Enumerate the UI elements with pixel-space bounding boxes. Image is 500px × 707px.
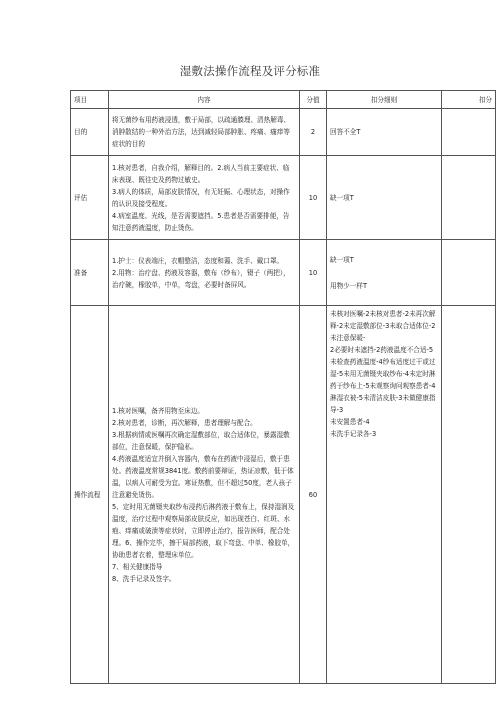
row-item-label: 评估 [71, 156, 109, 240]
content-line: 将无菌纱布用药液浸透，敷于局部，以疏通腠理、清热解毒、消肿散结的一种外治方法，达到减轻局部肿胀、疼痛、瘙痒等症状的目的 [112, 116, 291, 148]
rule-line: 用物少一样T [330, 281, 367, 290]
content-line: 4.病室温度、光线，是否需要遮挡。5.患者是否需要排便，告知注意药液温度，防止烫伤。 [112, 211, 290, 232]
document-title: 湿敷法操作流程及评分标准 [179, 64, 321, 78]
row-content [109, 306, 300, 684]
row-deduct-cell [442, 306, 496, 684]
row-rules [327, 240, 442, 306]
row-rules [327, 156, 442, 240]
table-row [71, 156, 496, 240]
row-score: 60 [300, 306, 327, 684]
table-row [71, 306, 496, 684]
rule-line: 未核对医嘱-2未核对患者-2未再次解释-2未定湿敷部位-3未取合适体位-2未注意保暖- [330, 310, 436, 342]
content-line: 8、洗手记录及签字。 [112, 574, 176, 583]
rule-line: 未安置患者-4 [330, 418, 370, 426]
rule-line: 缺一项T [330, 255, 354, 264]
row-deduct-cell [442, 240, 496, 306]
row-score: 10 [300, 240, 327, 306]
row-rules [327, 109, 442, 156]
header-deduct: 扣分 [442, 91, 496, 109]
row-content [109, 109, 300, 156]
header-content: 内容 [109, 91, 300, 109]
row-content [109, 240, 300, 306]
row-item-label: 目的 [71, 109, 109, 156]
row-item-label: 准备 [71, 240, 109, 306]
header-score: 分值 [300, 91, 327, 109]
row-content [109, 156, 300, 240]
header-item: 项目 [71, 91, 109, 109]
row-score: 10 [300, 156, 327, 240]
content-line: 2.用物：治疗盘、药液及容器，敷布（纱布），镊子（两把），治疗碗，橡胶单，中单，弯盘，必要时备屏风。 [112, 268, 290, 289]
content-line: 3.病人的体质，局部皮肤情况，有无妊娠、心理状态，对操作的认识及接受程度。 [112, 187, 290, 208]
content-line: 3.根据病情或医嘱再次确定湿敷部位，取合适体位，暴露湿敷部位，注意保暖，保护隐私。 [112, 430, 290, 451]
rule-line: 缺一项T [330, 193, 354, 202]
content-line: 7、相关健康指导 [112, 562, 163, 571]
row-deduct-cell [442, 156, 496, 240]
content-line: 1.核对患者，自我介绍，解释目的。2.病人当前主要症状、临床表现、既往史及药物过敏史。 [112, 163, 290, 184]
rule-line: 2必要时未遮挡-2药液温度不合适-5未检查药液温度-4纱布适度过干或过湿-5未用无菌镊夹取纱布-4未定时淋药于纱布上-5未观察询问观察患者-4淋湿衣被-5未清洁皮肤-3未做健康指导-3 [330, 346, 436, 414]
table-header-row [71, 91, 496, 109]
content-line: 2.核对患者，诊断，再次解释，患者理解与配合。 [112, 418, 257, 427]
content-line: 1.护士：仪表端庄，衣帽整洁，态度和蔼、洗手、戴口罩。 [112, 256, 284, 265]
header-rules: 扣分细则 [327, 91, 442, 109]
row-item-label: 操作流程 [71, 306, 109, 684]
rule-line: 回答不全T [330, 128, 361, 136]
content-line: 5、定时用无菌镊夹取纱布浸药后淋药液于敷布上，保持湿润及温度，治疗过程中观察局部皮肤反应，如出现苍白、红斑、水疱、痒痛或破溃等症状时，立即停止治疗，报告医师，配合处理。6、操作完毕，擦干局部药液，取下弯盘、中单、橡胶单，协助患者衣着，整理床单位。 [112, 502, 295, 559]
row-rules [327, 306, 442, 684]
rule-line: 未洗手记录各-3 [330, 430, 377, 438]
row-score: 2 [300, 109, 327, 156]
content-line: 1.核对医嘱，备齐用物至床边。 [112, 406, 205, 415]
scoring-table [70, 90, 496, 684]
row-deduct-cell [442, 109, 496, 156]
table-row [71, 109, 496, 156]
table-row [71, 240, 496, 306]
content-line: 4.药液温度适宜并倒入容器内，敷布在药液中浸湿后，敷于患处。药液温度常规3841度。敷药前要辩证，热证凉敷，低于体温，以病人可耐受为宜。寒证热敷，但不超过50度，老人孩子注意避免烫伤。 [112, 454, 294, 499]
